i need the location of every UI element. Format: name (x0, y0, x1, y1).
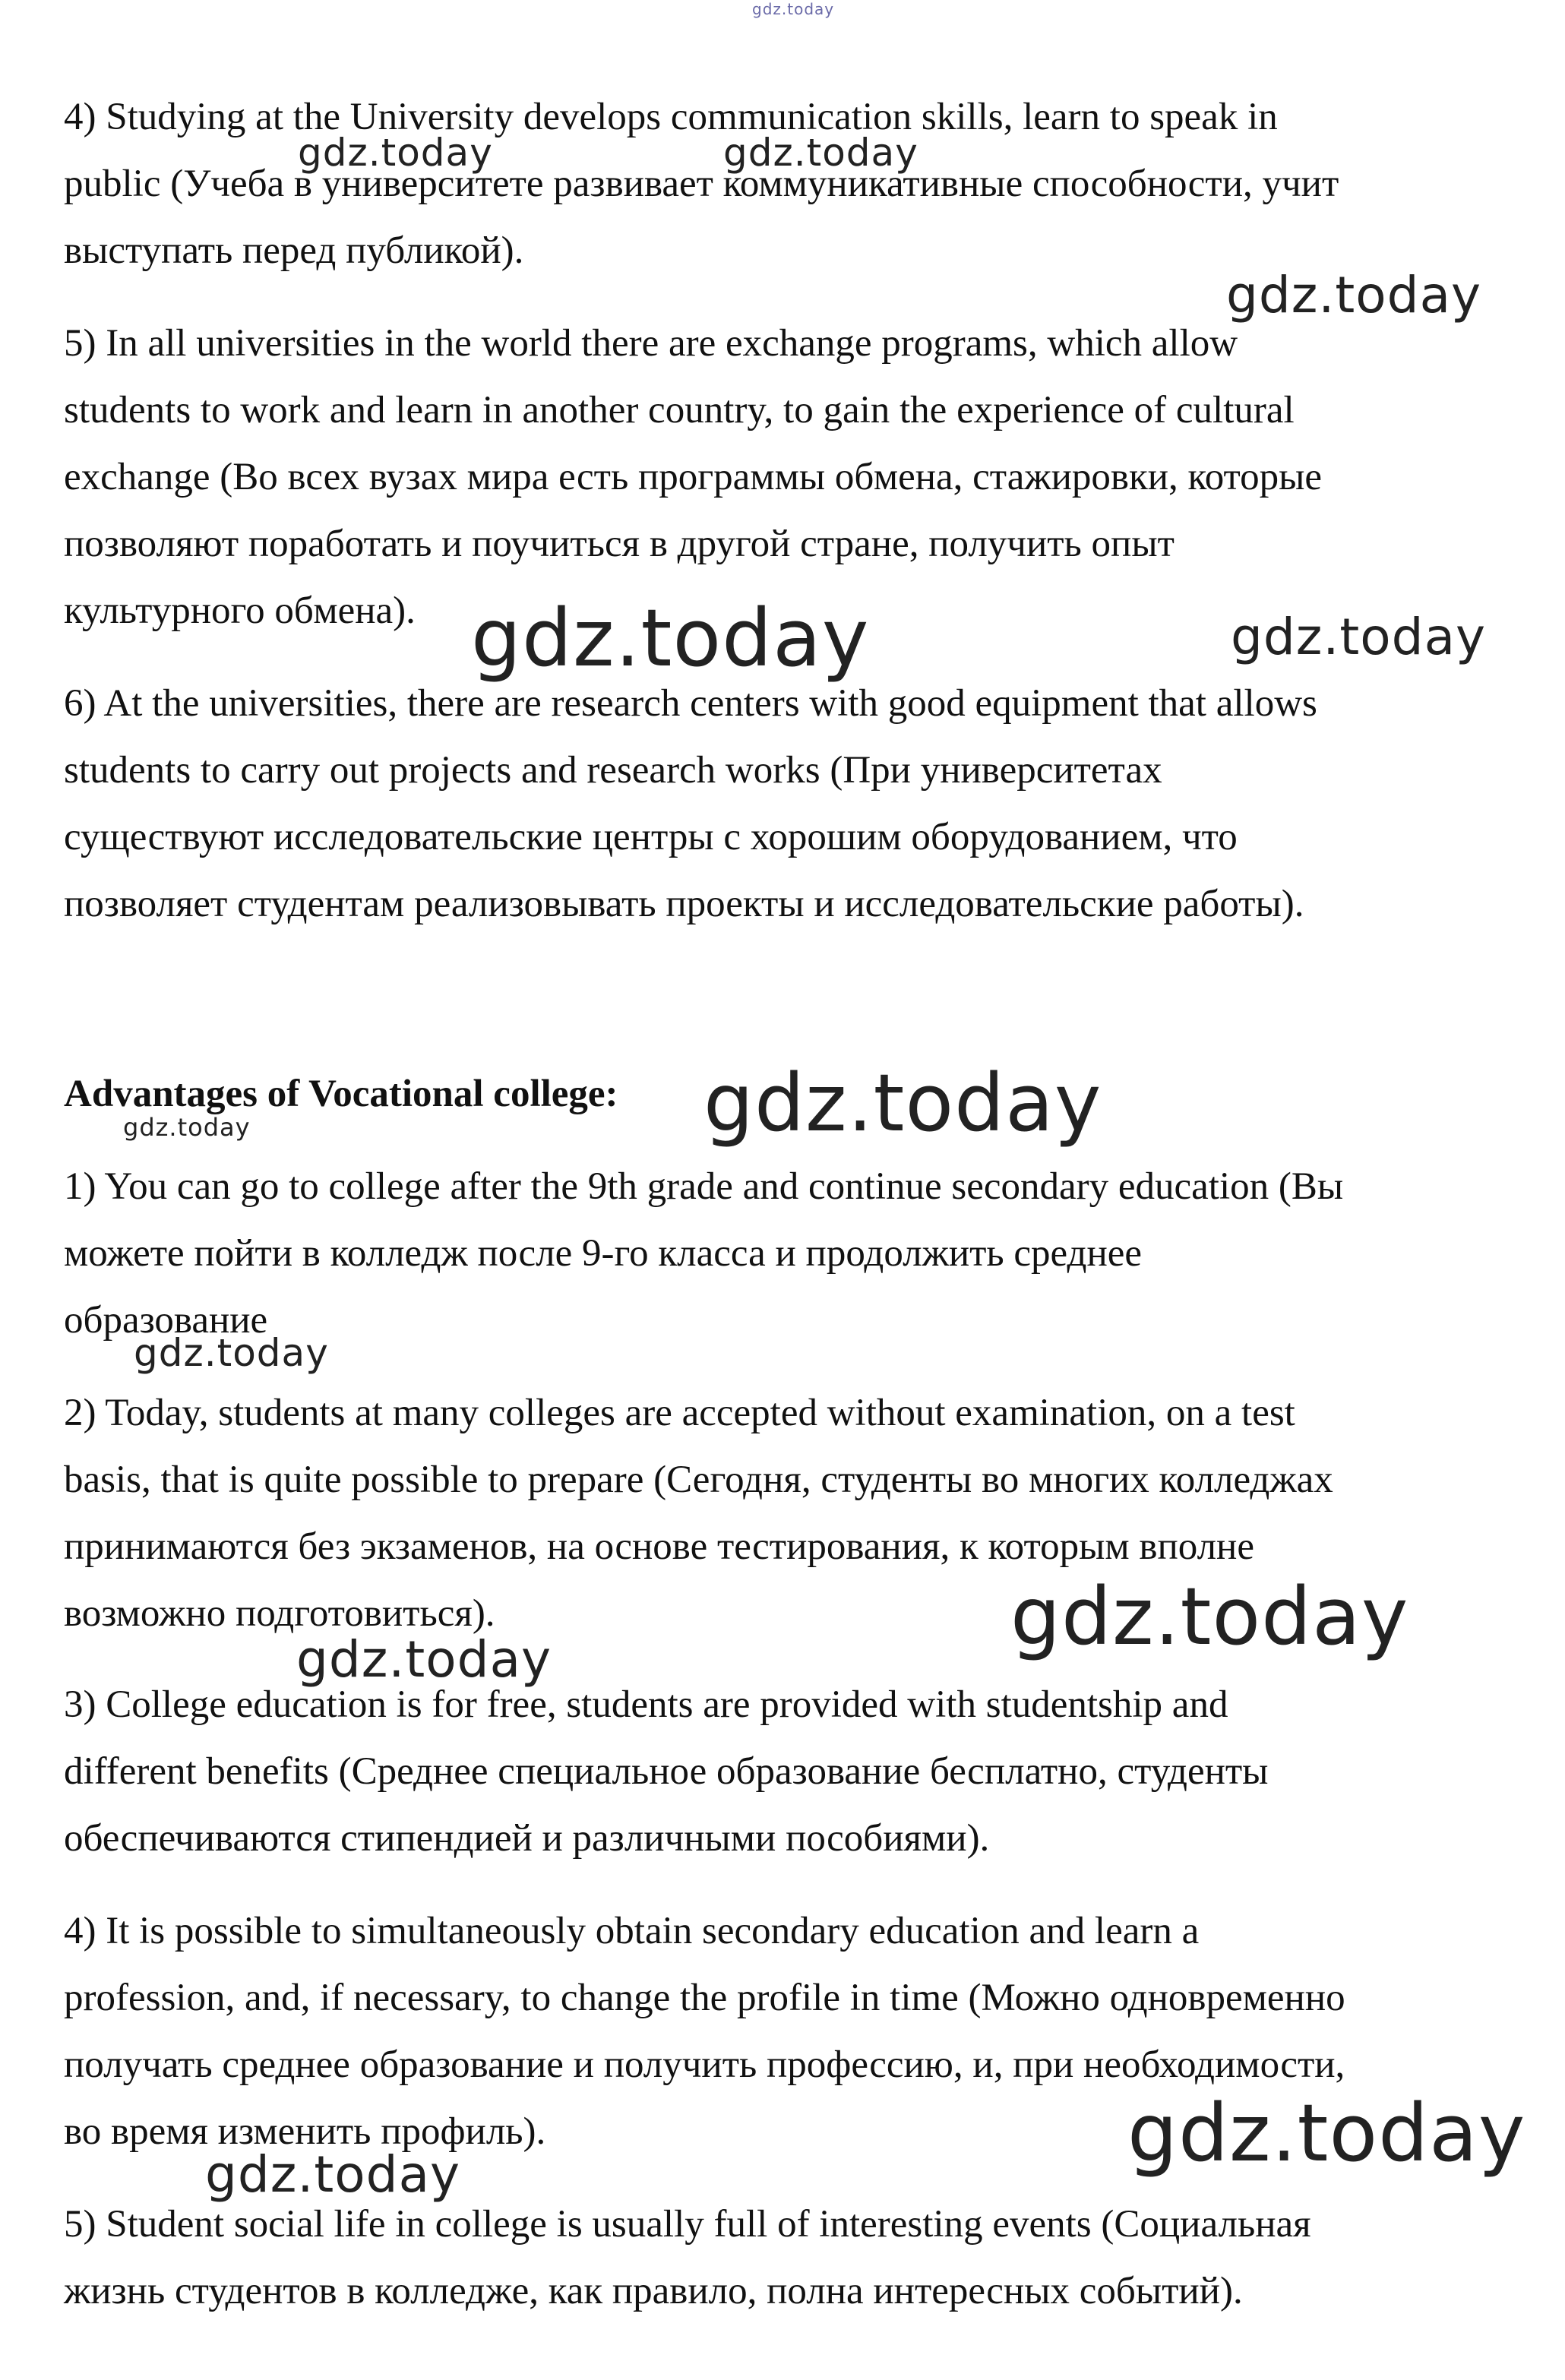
watermark: gdz.today (134, 1331, 329, 1375)
text-line: students to carry out projects and research works (При университетах (64, 749, 1162, 792)
college-heading: Advantages of Vocational college: (64, 1073, 618, 1115)
text-line: public (Учеба в университете развивает коммуникативные способности, учит (64, 163, 1339, 205)
university-item-6 (64, 670, 1553, 937)
watermark: gdz.today (1231, 608, 1487, 666)
watermark: gdz.today (1127, 2087, 1526, 2179)
college-item-1 (64, 1153, 1553, 1354)
text-line: можете пойти в колледж после 9-го класса и продолжить среднее (64, 1232, 1143, 1275)
text-line: 4) It is possible to simultaneously obtain secondary education and learn a (64, 1910, 1200, 1952)
text-line: получать среднее образование и получить профессию, и, при необходимости, (64, 2043, 1345, 2086)
watermark: gdz.today (752, 0, 835, 18)
text-line: существуют исследовательские центры с хорошим оборудованием, что (64, 816, 1238, 858)
text-line: позволяет студентам реализовывать проекты и исследовательские работы). (64, 883, 1304, 925)
watermark: gdz.today (123, 1113, 251, 1142)
watermark: gdz.today (703, 1057, 1102, 1149)
text-line: students to work and learn in another country, to gain the experience of cultural (64, 389, 1295, 431)
text-line: во время изменить профиль). (64, 2110, 546, 2153)
text-line: обеспечиваются стипендией и различными пособиями). (64, 1817, 990, 1860)
university-item-4 (64, 84, 1553, 284)
text-line: profession, and, if necessary, to change the profile in time (Можно одновременно (64, 1977, 1345, 2019)
text-line: принимаются без экзаменов, на основе тестирования, к которым вполне (64, 1525, 1254, 1568)
text-line: 4) Studying at the University develops communication skills, learn to speak in (64, 96, 1278, 138)
text-line: 2) Today, students at many colleges are accepted without examination, on a test (64, 1392, 1295, 1434)
college-item-3 (64, 1671, 1553, 1872)
text-line: выступать перед публикой). (64, 229, 524, 272)
watermark: gdz.today (296, 1630, 552, 1689)
watermark: gdz.today (298, 131, 493, 175)
text-line: exchange (Во всех вузах мира есть программы обмена, стажировки, которые (64, 456, 1323, 498)
text-line: 6) At the universities, there are research centers with good equipment that allows (64, 682, 1317, 725)
college-item-5 (64, 2191, 1553, 2325)
text-line: возможно подготовиться). (64, 1592, 495, 1635)
text-line: 3) College education is for free, students are provided with studentship and (64, 1683, 1228, 1726)
text-line: позволяют поработать и поучиться в другой стране, получить опыт (64, 523, 1175, 565)
text-line: 1) You can go to college after the 9th grade and continue secondary education (Вы (64, 1165, 1344, 1208)
text-line: different benefits (Среднее специальное образование бесплатно, студенты (64, 1750, 1269, 1793)
watermark: gdz.today (1010, 1570, 1409, 1663)
watermark: gdz.today (471, 592, 870, 684)
text-line: 5) Student social life in college is usually full of interesting events (Социальная (64, 2203, 1311, 2246)
text-line: образование (64, 1299, 268, 1342)
text-line: basis, that is quite possible to prepare (Сегодня, студенты во многих колледжах (64, 1459, 1333, 1501)
watermark: gdz.today (723, 131, 918, 175)
text-line: 5) In all universities in the world there are exchange programs, which allow (64, 322, 1238, 365)
text-line: культурного обмена). (64, 589, 416, 632)
text-line: жизнь студентов в колледже, как правило, полна интересных событий). (64, 2270, 1243, 2312)
watermark: gdz.today (1226, 266, 1482, 324)
watermark: gdz.today (205, 2145, 461, 2204)
